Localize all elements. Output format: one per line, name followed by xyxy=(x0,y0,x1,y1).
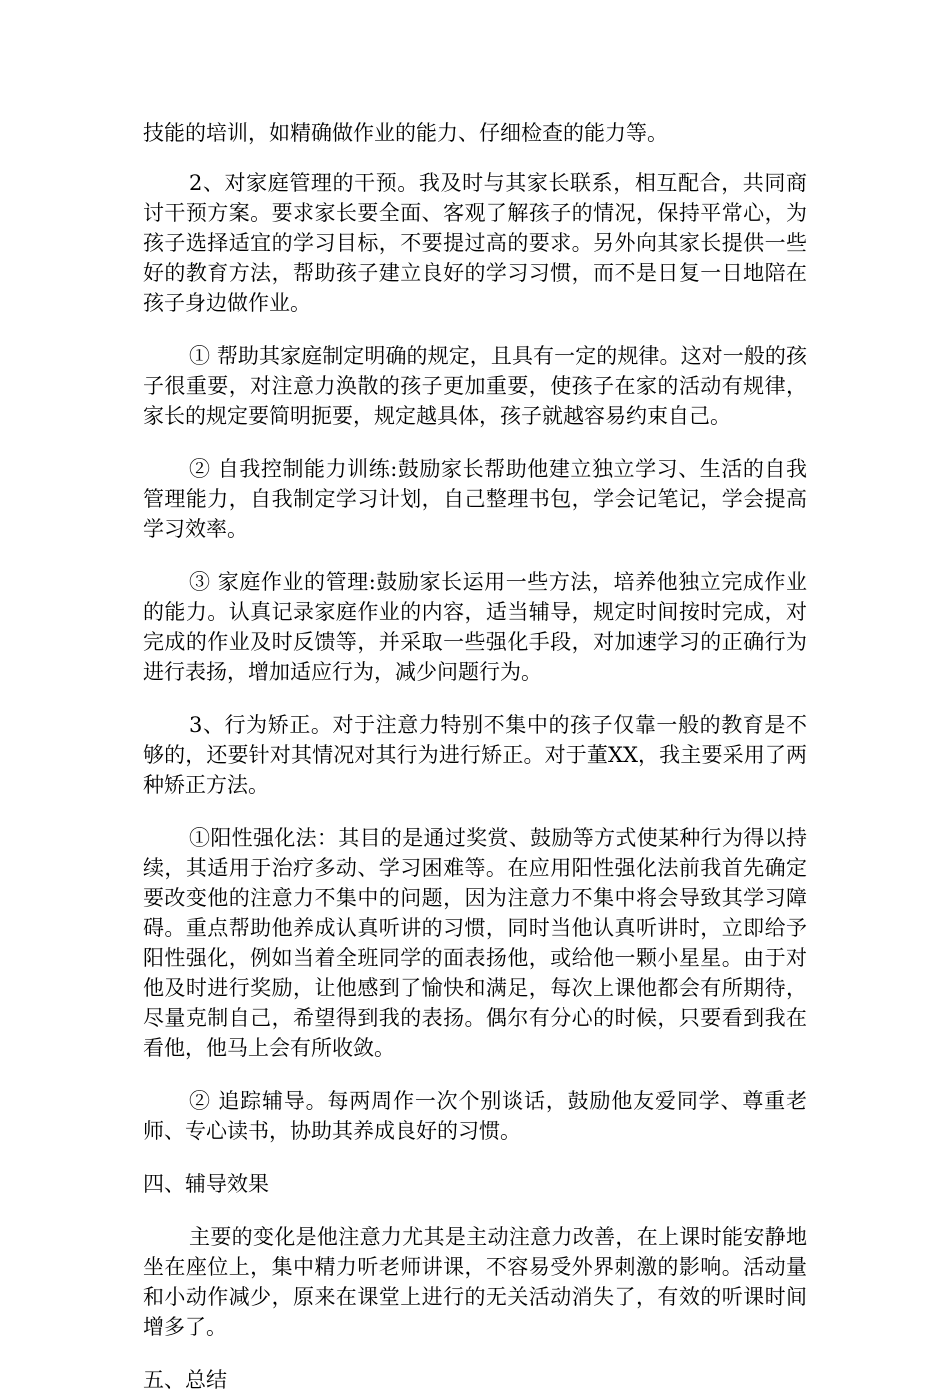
paragraph-family-intervention: 2、对家庭管理的干预。我及时与其家长联系，相互配合，共同商讨干预方案。要求家长要全面、客观了解孩子的情况，保持平常心，为孩子选择适宜的学习目标，不要提过高的要求。另外向其家长提供一些好的教育方法，帮助孩子建立良好的学习习惯，而不是日复一日地陪在孩子身边做作业。 xyxy=(143,171,807,315)
paragraph-training-skills: 技能的培训，如精确做作业的能力、仔细检查的能力等。 xyxy=(143,121,668,145)
paragraph-main-changes: 主要的变化是他注意力尤其是主动注意力改善，在上课时能安静地坐在座位上，集中精力听老师讲课，不容易受外界刺激的影响。活动量和小动作减少，原来在课堂上进行的无关活动消失了，有效的听课时间增多了。 xyxy=(143,1225,807,1339)
paragraph-behavior-correction: 3、行为矫正。对于注意力特别不集中的孩子仅靠一般的教育是不够的，还要针对其情况对其行为进行矫正。对于董XX，我主要采用了两种矫正方法。 xyxy=(143,713,807,797)
heading-counseling-effect: 四、辅导效果 xyxy=(143,1172,269,1196)
paragraph-self-control: ② 自我控制能力训练:鼓励家长帮助他建立独立学习、生活的自我管理能力，自我制定学习计划，自己整理书包，学会记笔记，学会提高学习效率。 xyxy=(143,457,807,541)
document-page xyxy=(143,118,807,1395)
paragraph-homework-management: ③ 家庭作业的管理:鼓励家长运用一些方法，培养他独立完成作业的能力。认真记录家庭作业的内容，适当辅导，规定时间按时完成，对完成的作业及时反馈等，并采取一些强化手段，对加速学习的正确行为进行表扬，增加适应行为，减少问题行为。 xyxy=(143,570,807,684)
paragraph-follow-up: ② 追踪辅导。每两周作一次个别谈话，鼓励他友爱同学、尊重老师、专心读书，协助其养成良好的习惯。 xyxy=(143,1089,807,1143)
paragraph-family-rules: ① 帮助其家庭制定明确的规定，且具有一定的规律。这对一般的孩子很重要，对注意力涣散的孩子更加重要，使孩子在家的活动有规律，家长的规定要简明扼要，规定越具体，孩子就越容易约束自己。 xyxy=(143,344,807,428)
heading-summary: 五、总结 xyxy=(143,1368,227,1392)
paragraph-positive-reinforcement: ①阳性强化法：其目的是通过奖赏、鼓励等方式使某种行为得以持续，其适用于治疗多动、学习困难等。在应用阳性强化法前我首先确定要改变他的注意力不集中的问题，因为注意力不集中将会导致其学习障碍。重点帮助他养成认真听讲的习惯，同时当他认真听讲时，立即给予阳性强化，例如当着全班同学的面表扬他，或给他一颗小星星。由于对他及时进行奖励，让他感到了愉快和满足，每次上课他都会有所期待，尽量克制自己，希望得到我的表扬。偶尔有分心的时候，只要看到我在看他，他马上会有所收敛。 xyxy=(143,826,807,1060)
